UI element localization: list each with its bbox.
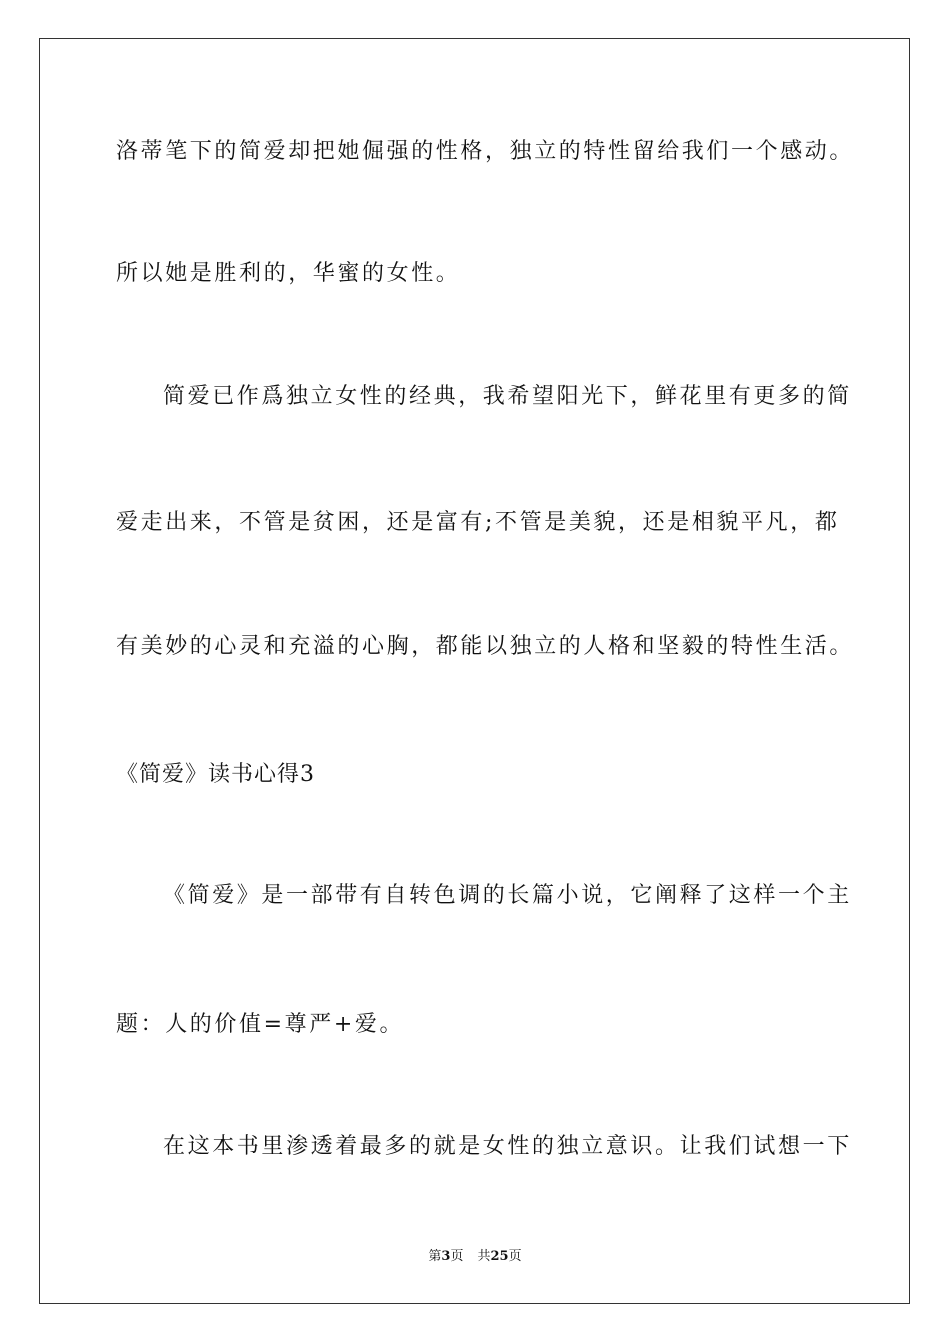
page-suffix: 页 — [450, 1249, 464, 1264]
total-pages: 25 — [490, 1249, 509, 1264]
page-number: 3 — [441, 1249, 451, 1264]
paragraph-line: 爱走出来，不管是贫困，还是富有;不管是美貌，还是相貌平凡，都 — [116, 510, 840, 535]
page-border — [39, 38, 910, 1304]
paragraph-line: 有美妙的心灵和充溢的心胸，都能以独立的人格和坚毅的特性生活。 — [116, 634, 855, 659]
page-prefix: 第 — [428, 1249, 442, 1264]
total-prefix: 共 — [477, 1249, 491, 1264]
paragraph-line: 所以她是胜利的，华蜜的女性。 — [116, 261, 461, 286]
paragraph-line: 题：人的价值=尊严+爱。 — [116, 1012, 405, 1037]
section-heading: 《简爱》读书心得3 — [116, 762, 315, 787]
paragraph-line: 在这本书里渗透着最多的就是女性的独立意识。让我们试想一下 — [163, 1134, 852, 1159]
paragraph-line: 《简爱》是一部带有自转色调的长篇小说，它阐释了这样一个主 — [163, 883, 852, 908]
total-suffix: 页 — [508, 1249, 522, 1264]
paragraph-line: 洛蒂笔下的简爱却把她倔强的性格，独立的特性留给我们一个感动。 — [116, 139, 855, 164]
page-footer — [0, 1248, 950, 1266]
paragraph-line: 简爱已作爲独立女性的经典，我希望阳光下，鲜花里有更多的简 — [163, 384, 852, 409]
